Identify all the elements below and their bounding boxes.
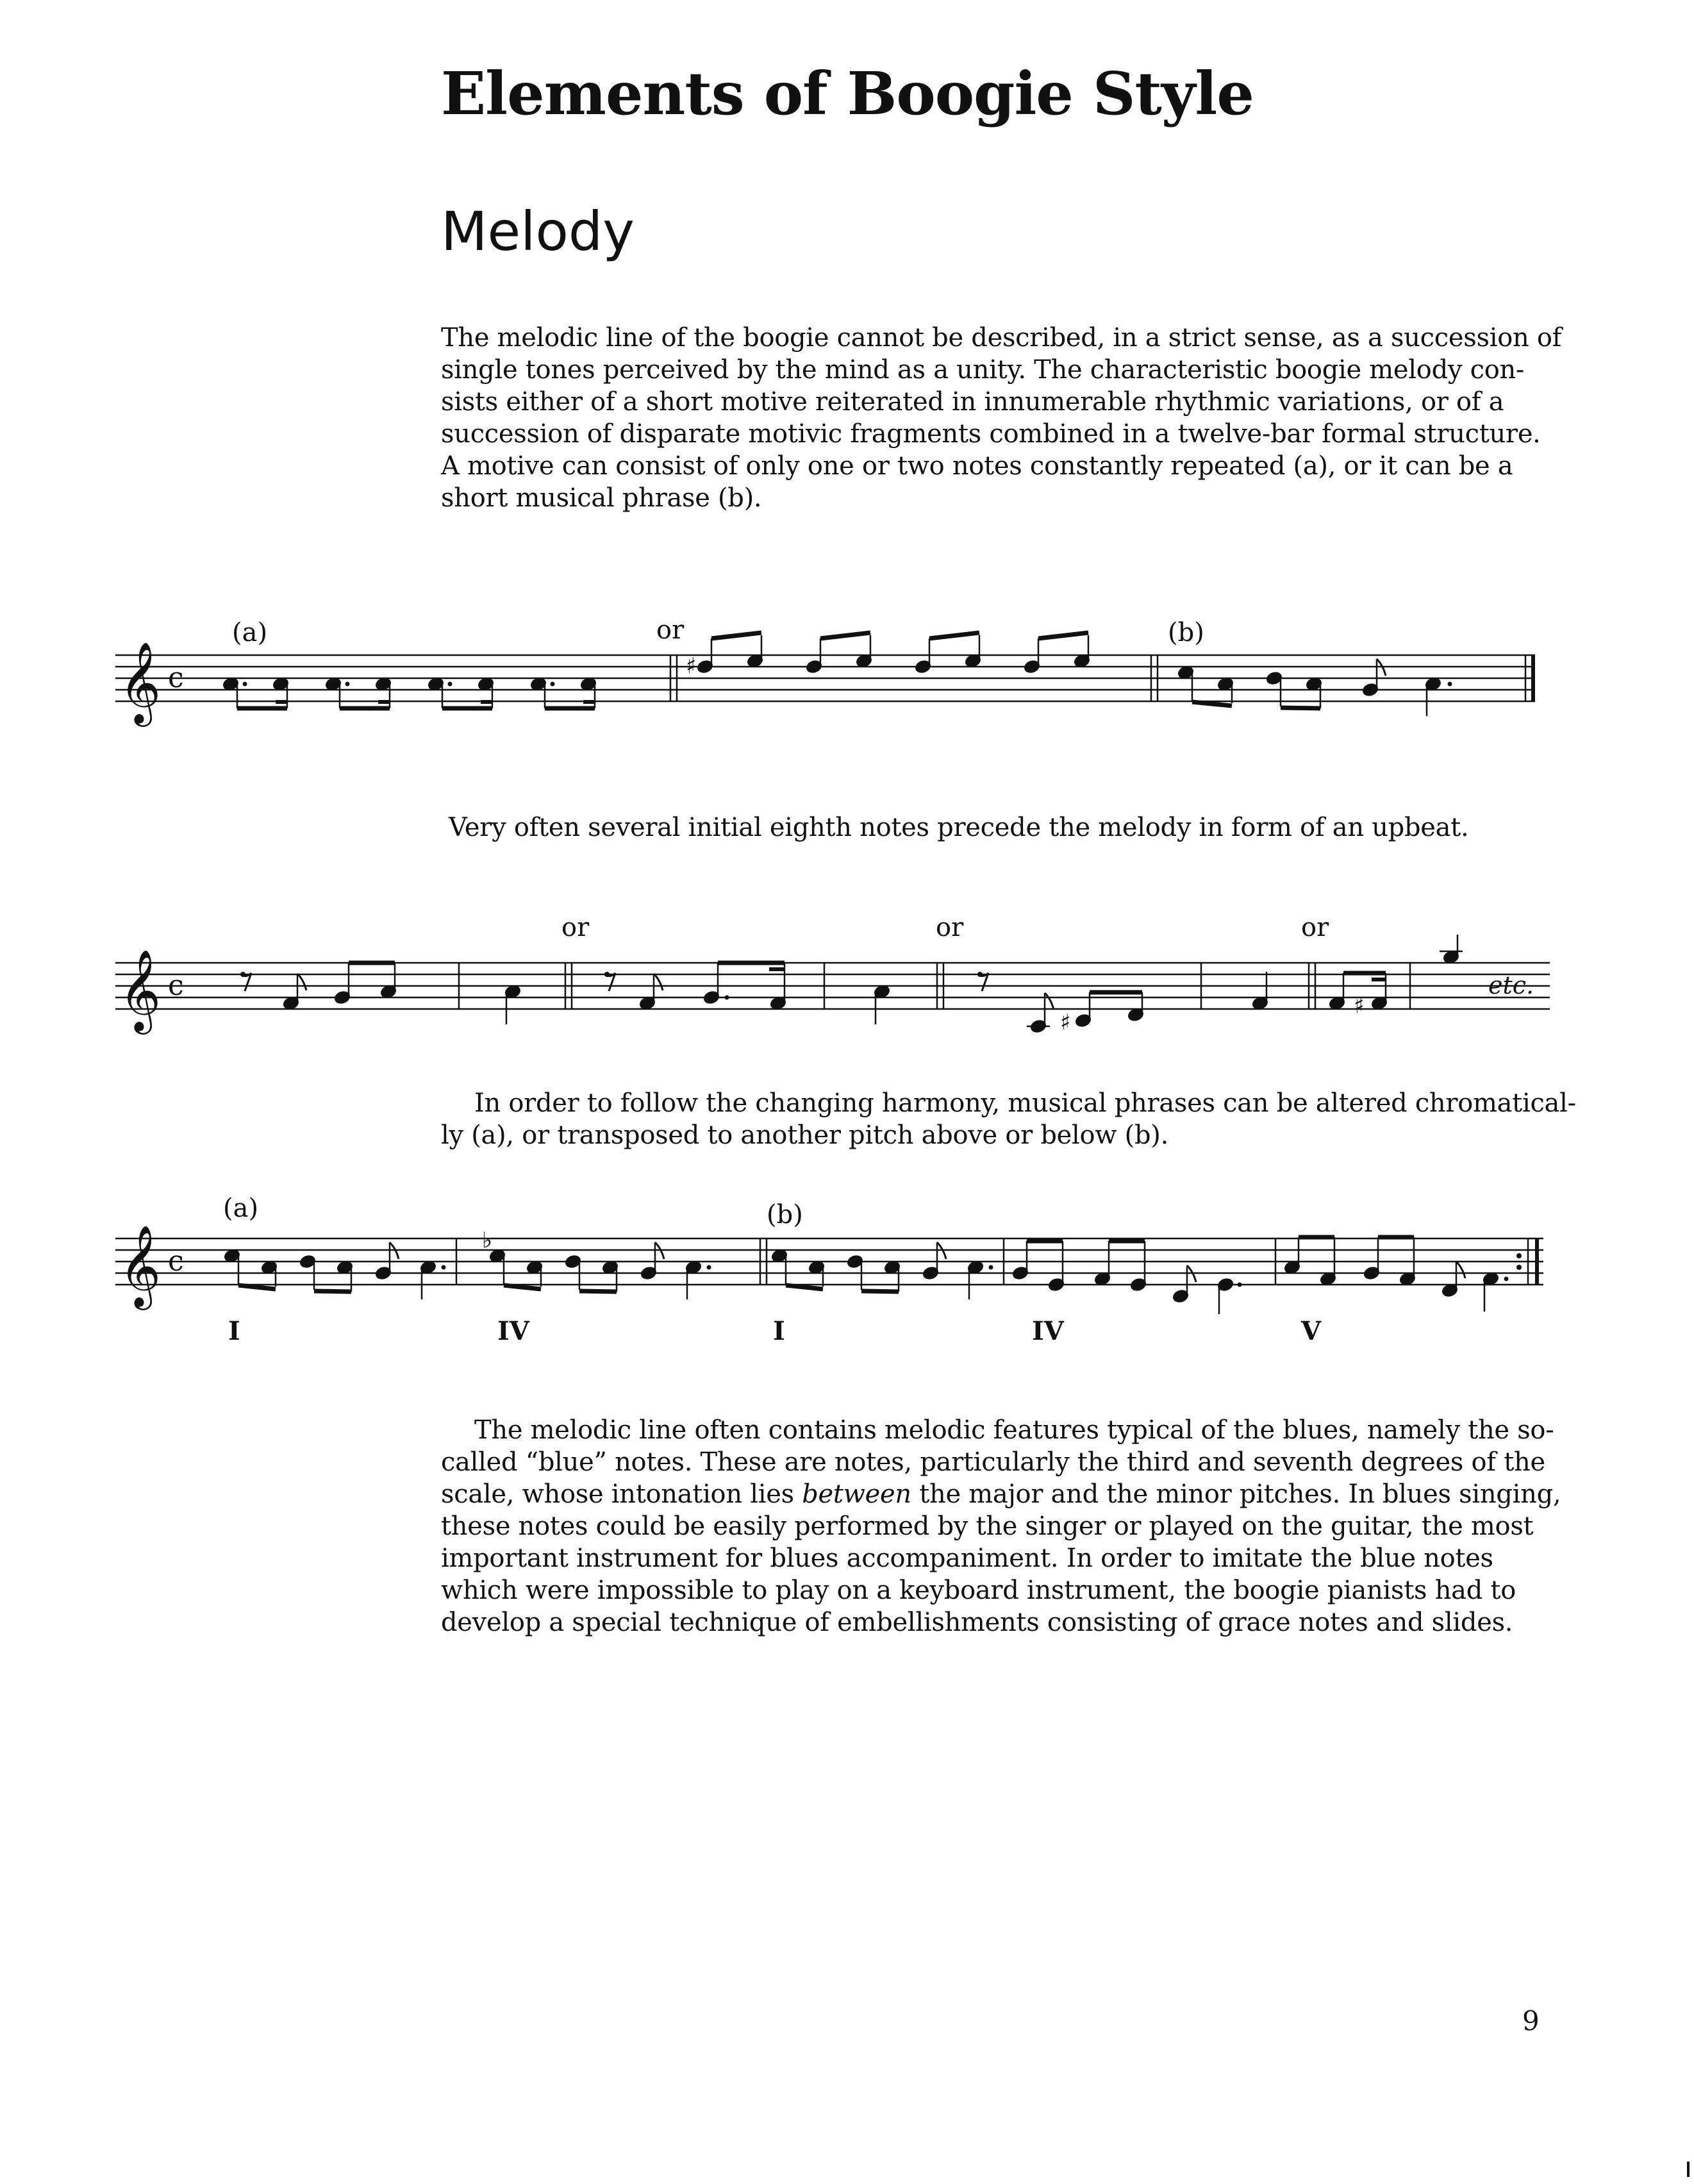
or-label: or	[936, 913, 964, 942]
note-flag	[1045, 993, 1054, 1010]
text-line: develop a special technique of embellishments consisting of grace notes and slides.	[441, 1608, 1513, 1637]
text-line: The melodic line often contains melodic features typical of the blues, namely the so-	[474, 1415, 1554, 1445]
or-label: or	[1301, 913, 1329, 942]
text-line: these notes could be easily performed by the singer or played on the guitar, the most	[441, 1512, 1534, 1541]
common-time-icon: c	[168, 969, 184, 1002]
common-time-icon: c	[168, 662, 184, 694]
text-line: succession of disparate motivic fragments combined in a twelve-bar formal structure.	[441, 419, 1541, 449]
note-dot	[1448, 682, 1452, 687]
note-dot	[448, 682, 453, 687]
music-example-1	[0, 603, 1694, 731]
notes-group	[224, 1228, 1509, 1314]
text-line: which were impossible to play on a keyboard instrument, the boogie pianists had to	[441, 1576, 1516, 1605]
treble-clef-icon: 𝄞	[119, 641, 162, 723]
upbeat-paragraph	[449, 812, 1532, 844]
eighth-rest-icon	[604, 972, 610, 977]
eighth-rest-icon	[240, 972, 245, 977]
chord-numeral: V	[1301, 1316, 1322, 1346]
example-label-a: (a)	[223, 1194, 259, 1223]
text-line: ly (a), or transposed to another pitch above or below (b).	[441, 1121, 1168, 1150]
note-flag	[1456, 1262, 1465, 1278]
note-beam	[579, 1291, 617, 1292]
page-number: 9	[1522, 2005, 1540, 2037]
chord-numeral: I	[773, 1316, 785, 1346]
notes-group	[240, 935, 1463, 1035]
note-beam	[1192, 702, 1232, 706]
chord-numeral: IV	[497, 1316, 529, 1346]
chord-numeral: IV	[1032, 1316, 1064, 1346]
note-dot	[1238, 1283, 1242, 1287]
staff-svg	[0, 603, 1694, 731]
text-line: Very often several initial eighth notes precede the melody in form of an upbeat.	[449, 813, 1469, 842]
text-line: short musical phrase (b).	[441, 483, 762, 513]
note-beam	[238, 1285, 276, 1289]
note-beam	[786, 1285, 823, 1289]
note-dot	[551, 682, 555, 687]
note-dot	[345, 682, 350, 687]
note-flag	[654, 974, 663, 990]
note-dot	[442, 1265, 446, 1270]
text-line: sists either of a short motive reiterated in innumerable rhythmic variations, or of a	[441, 387, 1504, 417]
staff-svg	[0, 1186, 1694, 1359]
note-dot	[725, 996, 729, 1000]
or-label: or	[656, 615, 685, 645]
treble-clef-icon: 𝄞	[119, 949, 162, 1031]
example-label-b: (b)	[1168, 618, 1204, 647]
intro-paragraph	[441, 322, 1562, 514]
section-heading: Melody	[441, 200, 635, 263]
staff-svg	[0, 910, 1694, 1045]
example-label-a: (a)	[232, 618, 268, 647]
note-dot	[1504, 1277, 1509, 1281]
accidental-icon: ♯	[686, 653, 697, 679]
text-segment: scale, whose intonation lies	[441, 1480, 802, 1509]
text-line: In order to follow the changing harmony, musical phrases can be altered chromatical-	[474, 1088, 1576, 1118]
note-beam	[820, 633, 870, 638]
emphasis-text: between	[802, 1480, 911, 1509]
text-line: The melodic line of the boogie cannot be described, in a strict sense, as a succession of	[441, 323, 1562, 353]
example-label-b: (b)	[767, 1200, 803, 1230]
blue-notes-paragraph	[441, 1414, 1561, 1638]
notes-group	[222, 633, 1452, 716]
note-dot	[707, 1265, 711, 1270]
etc-label: etc.	[1488, 971, 1534, 999]
text-line: called “blue” notes. These are notes, particularly the third and seventh degrees of the	[441, 1447, 1545, 1477]
harmony-paragraph	[441, 1087, 1576, 1151]
edge-mark	[1687, 2162, 1690, 2177]
music-example-2	[0, 910, 1694, 1045]
accidental-icon: ♯	[1060, 1010, 1071, 1035]
chord-numeral: I	[228, 1316, 240, 1346]
accidental-icon: ♯	[1354, 993, 1365, 1019]
music-example-3	[0, 1186, 1694, 1359]
note-beam	[314, 1291, 351, 1292]
note-beam	[504, 1285, 541, 1289]
text-line: A motive can consist of only one or two notes constantly repeated (a), or it can be a	[441, 451, 1513, 481]
note-beam	[1038, 633, 1088, 638]
note-flag	[297, 974, 306, 990]
or-label: or	[561, 913, 590, 942]
text-segment: the major and the minor pitches. In blues singing,	[911, 1480, 1561, 1509]
note-dot	[243, 682, 247, 687]
note-beam	[929, 633, 979, 638]
text-line: important instrument for blues accompaniment. In order to imitate the blue notes	[441, 1544, 1493, 1573]
text-line	[441, 1478, 1561, 1510]
accidental-icon: ♭	[482, 1228, 493, 1253]
page-title: Elements of Boogie Style	[441, 59, 1254, 128]
treble-clef-icon: 𝄞	[119, 1224, 162, 1306]
note-beam	[861, 1291, 899, 1292]
eighth-rest-icon	[977, 972, 983, 977]
common-time-icon: c	[168, 1245, 184, 1278]
note-dot	[989, 1265, 993, 1270]
text-line: single tones perceived by the mind as a unity. The characteristic boogie melody con-	[441, 355, 1525, 385]
note-beam	[711, 633, 761, 638]
